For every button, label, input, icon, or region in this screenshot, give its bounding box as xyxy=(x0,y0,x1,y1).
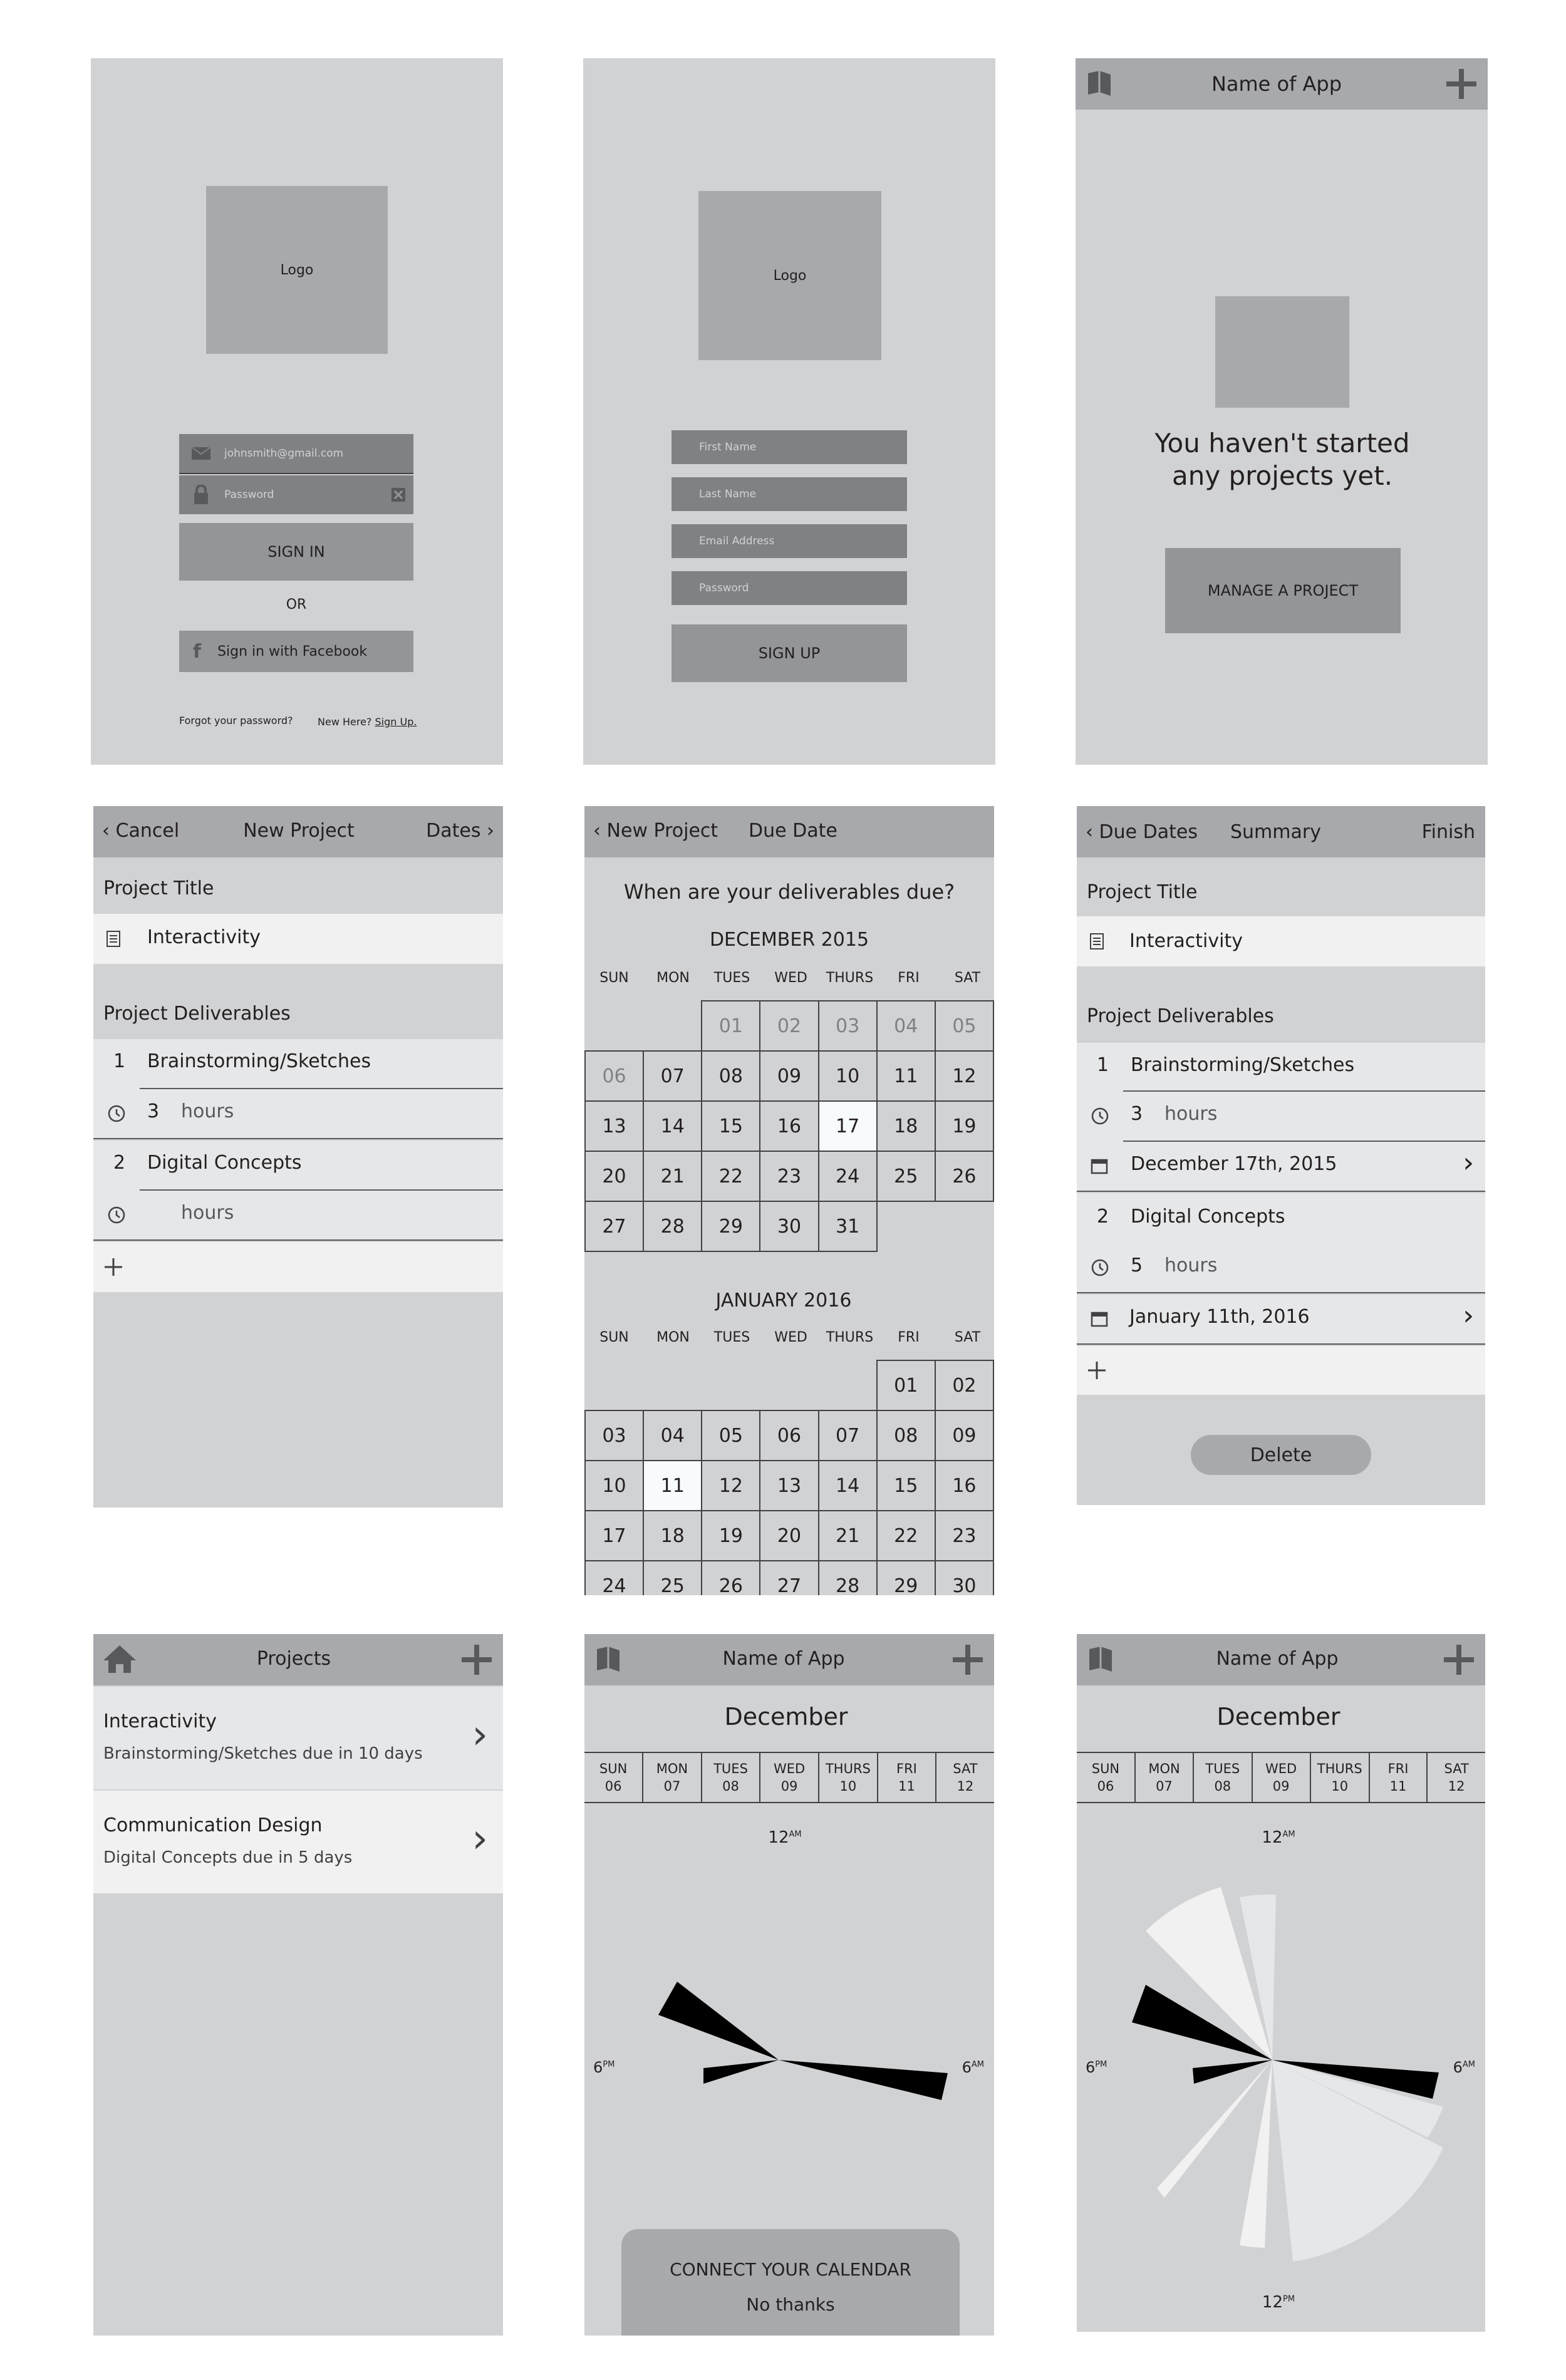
label-12am: $12^{AM}$ xyxy=(768,1828,802,1847)
calendar-blank xyxy=(935,1201,993,1251)
wedge-small xyxy=(703,2060,779,2084)
week-day[interactable] xyxy=(760,1752,818,1803)
calendar-day[interactable]: 09 xyxy=(760,1051,818,1101)
calendar-day[interactable]: 19 xyxy=(702,1511,760,1561)
calendar-day[interactable]: 14 xyxy=(643,1101,702,1151)
empty-message-line2: any projects yet. xyxy=(1171,460,1393,491)
connect-calendar-card[interactable] xyxy=(621,2229,960,2336)
calendar-day[interactable]: 28 xyxy=(643,1201,702,1251)
calendar-day[interactable]: 03 xyxy=(819,1001,877,1051)
calendar-december xyxy=(584,1000,994,1252)
label-12pm: $12^{PM}$ xyxy=(1262,2293,1295,2312)
week-day-name: SAT xyxy=(1444,1761,1469,1776)
time-wheel xyxy=(1077,1872,1485,2310)
calendar-day[interactable]: 06 xyxy=(585,1051,643,1101)
weekday-label: WED xyxy=(774,970,807,986)
week-day[interactable] xyxy=(819,1752,878,1803)
add-icon[interactable] xyxy=(1443,1643,1475,1676)
calendar-day[interactable]: 13 xyxy=(585,1101,643,1151)
calendar-day[interactable]: 09 xyxy=(935,1410,993,1461)
week-strip xyxy=(584,1752,994,1803)
week-day-name: FRI xyxy=(896,1761,917,1776)
add-icon[interactable] xyxy=(1445,68,1478,100)
nav-bar xyxy=(93,806,503,857)
project-title-field[interactable]: Interactivity xyxy=(93,914,503,964)
label-6pm: $6^{PM}$ xyxy=(593,2059,615,2076)
week-day-number: 10 xyxy=(839,1779,857,1794)
calendar-day[interactable]: 11 xyxy=(877,1051,935,1101)
calendar-day[interactable]: 22 xyxy=(702,1151,760,1201)
calendar-day[interactable]: 01 xyxy=(877,1360,935,1410)
weekday-label: THURS xyxy=(826,970,874,986)
deliverable-1-hours[interactable]: 3 hours xyxy=(1077,1092,1485,1142)
calendar-day[interactable]: 01 xyxy=(702,1001,760,1051)
add-icon[interactable] xyxy=(460,1643,493,1676)
calendar-day[interactable]: 11 xyxy=(643,1461,702,1511)
chevron-left-icon: ‹ xyxy=(593,820,601,842)
nav-title: Due Date xyxy=(749,820,837,842)
calendar-day[interactable]: 31 xyxy=(819,1201,877,1251)
month-title: December xyxy=(1216,1703,1340,1731)
calendar-day[interactable]: 02 xyxy=(760,1001,818,1051)
weekday-label: SUN xyxy=(599,1330,629,1345)
project-title-label: Project Title xyxy=(103,877,214,899)
nav-bar xyxy=(1077,806,1485,857)
book-icon[interactable] xyxy=(596,1645,621,1673)
week-day-name: MON xyxy=(1148,1761,1180,1776)
finish-button[interactable]: Finish xyxy=(1421,821,1475,843)
calendar-day[interactable]: 15 xyxy=(877,1461,935,1511)
deliverable-1-name[interactable]: 1 Brainstorming/Sketches xyxy=(93,1039,503,1089)
week-day-name: FRI xyxy=(1387,1761,1409,1776)
plus-icon xyxy=(103,1257,123,1277)
cancel-button[interactable]: ‹ Cancel xyxy=(102,820,180,842)
calendar-day[interactable]: 23 xyxy=(760,1151,818,1201)
chevron-right-icon: › xyxy=(1463,1147,1474,1179)
week-day[interactable] xyxy=(1077,1752,1135,1803)
app-header xyxy=(1077,1634,1485,1685)
calendar-day[interactable]: 27 xyxy=(585,1201,643,1251)
clock-icon xyxy=(107,1206,126,1224)
label-6am: $6^{AM}$ xyxy=(1453,2059,1475,2076)
back-button[interactable]: ‹ Due Dates xyxy=(1086,821,1198,843)
week-day-name: THURS xyxy=(825,1761,871,1776)
sign-up-button[interactable]: SIGN UP xyxy=(672,624,907,682)
dates-button[interactable]: Dates › xyxy=(426,820,494,842)
calendar-january xyxy=(584,1360,994,1595)
or-divider: OR xyxy=(286,597,307,613)
week-day-number: 11 xyxy=(898,1779,915,1794)
calendar-day[interactable]: 13 xyxy=(760,1461,818,1511)
chevron-left-icon: ‹ xyxy=(1086,821,1093,843)
nav-title: New Project xyxy=(243,820,355,842)
week-day[interactable] xyxy=(1193,1752,1252,1803)
wedge-small xyxy=(1193,2060,1272,2084)
calendar-day[interactable]: 23 xyxy=(935,1511,993,1561)
calendar-day[interactable]: 02 xyxy=(935,1360,993,1410)
calendar-day[interactable]: 12 xyxy=(935,1051,993,1101)
calendar-day[interactable]: 17 xyxy=(585,1511,643,1561)
week-day-name: SUN xyxy=(599,1761,628,1776)
project-title-field[interactable]: Interactivity xyxy=(1077,916,1485,966)
calendar-day[interactable]: 24 xyxy=(585,1561,643,1595)
calendar-day[interactable]: 27 xyxy=(760,1561,818,1595)
week-day-name: WED xyxy=(773,1761,806,1776)
book-icon[interactable] xyxy=(1088,1645,1113,1673)
week-day-number: 10 xyxy=(1331,1779,1349,1794)
calendar-day[interactable]: 25 xyxy=(643,1561,702,1595)
calendar-blank xyxy=(585,1001,643,1051)
calendar-day[interactable]: 10 xyxy=(585,1461,643,1511)
calendar-day[interactable]: 20 xyxy=(585,1151,643,1201)
week-day-name: MON xyxy=(656,1761,688,1776)
app-title: Name of App xyxy=(1211,72,1342,96)
calendar-day[interactable]: 16 xyxy=(935,1461,993,1511)
week-day-name: WED xyxy=(1265,1761,1297,1776)
empty-projects-screen xyxy=(1076,58,1488,765)
month-title: December xyxy=(724,1703,848,1731)
calendar-day[interactable]: 10 xyxy=(819,1051,877,1101)
calendar-day[interactable]: 24 xyxy=(819,1151,877,1201)
document-icon xyxy=(1089,933,1104,950)
calendar-day[interactable]: 25 xyxy=(877,1151,935,1201)
empty-message-line1: You haven't started xyxy=(1154,428,1410,458)
back-button[interactable]: ‹ New Project xyxy=(593,820,718,842)
calendar-day[interactable]: 15 xyxy=(702,1101,760,1151)
week-day-number: 06 xyxy=(1097,1779,1114,1794)
calendar-day[interactable]: 30 xyxy=(935,1561,993,1595)
weekday-label: THURS xyxy=(826,1330,874,1345)
week-day-number: 11 xyxy=(1389,1779,1407,1794)
nav-title: Summary xyxy=(1230,821,1321,843)
week-day[interactable] xyxy=(1310,1752,1369,1803)
weekday-label: TUES xyxy=(713,1330,750,1345)
weekday-label: TUES xyxy=(713,970,750,986)
calendar-day[interactable]: 29 xyxy=(702,1201,760,1251)
wedge-digital xyxy=(779,2060,948,2100)
weekday-label: SUN xyxy=(599,970,629,986)
calendar-icon xyxy=(1091,1157,1108,1174)
logo-placeholder: Logo xyxy=(698,191,881,360)
calendar-day[interactable]: 08 xyxy=(877,1410,935,1461)
summary-screen xyxy=(1077,806,1485,1505)
calendar-day[interactable]: 12 xyxy=(702,1461,760,1511)
home-icon[interactable] xyxy=(102,1644,137,1674)
forgot-password-link[interactable]: Forgot your password? xyxy=(179,715,293,727)
due-date-screen xyxy=(584,806,994,1595)
signin-screen xyxy=(91,58,503,765)
calendar-blank xyxy=(819,1360,877,1410)
plus-icon xyxy=(1087,1360,1107,1380)
week-strip xyxy=(1077,1752,1485,1803)
weekday-header xyxy=(584,970,994,989)
week-day[interactable] xyxy=(936,1752,994,1803)
password-field[interactable]: Password xyxy=(672,571,907,605)
calendar-day[interactable]: 07 xyxy=(643,1051,702,1101)
deliverables-label: Project Deliverables xyxy=(103,1003,291,1025)
week-day[interactable] xyxy=(702,1752,760,1803)
calendar-day[interactable]: 22 xyxy=(877,1511,935,1561)
month-january: JANUARY 2016 xyxy=(715,1290,852,1312)
sign-in-button[interactable]: SIGN IN xyxy=(179,523,413,581)
last-name-field[interactable]: Last Name xyxy=(672,477,907,511)
chevron-left-icon: ‹ xyxy=(102,820,110,842)
calendar-day[interactable]: 05 xyxy=(702,1410,760,1461)
daily-clock-detail-screen xyxy=(1077,1634,1485,2332)
password-field[interactable]: Password xyxy=(179,475,413,514)
calendar-day[interactable]: 21 xyxy=(643,1151,702,1201)
add-deliverable-button[interactable] xyxy=(93,1242,503,1292)
week-day-number: 08 xyxy=(1214,1779,1232,1794)
add-icon[interactable] xyxy=(952,1643,984,1676)
calendar-blank xyxy=(643,1001,702,1051)
project-title-label: Project Title xyxy=(1087,881,1198,903)
email-field[interactable]: johnsmith@gmail.com xyxy=(179,434,413,474)
projects-list-screen xyxy=(93,1634,503,2336)
manage-project-button[interactable]: MANAGE A PROJECT xyxy=(1165,548,1401,633)
calendar-day[interactable]: 17 xyxy=(819,1101,877,1151)
project-item[interactable]: Communication Design Digital Concepts due in 5 days › xyxy=(93,1791,503,1893)
new-project-screen xyxy=(93,806,503,1508)
calendar-day[interactable]: 14 xyxy=(819,1461,877,1511)
calendar-day[interactable]: 04 xyxy=(643,1410,702,1461)
calendar-icon xyxy=(1091,1310,1108,1327)
weekday-label: MON xyxy=(656,970,690,986)
week-day-name: TUES xyxy=(1205,1761,1240,1776)
week-day[interactable] xyxy=(1252,1752,1310,1803)
week-day[interactable] xyxy=(1427,1752,1485,1803)
calendar-day[interactable]: 06 xyxy=(760,1410,818,1461)
weekday-header xyxy=(584,1330,994,1348)
week-day-name: SAT xyxy=(953,1761,978,1776)
weekday-label: MON xyxy=(656,1330,690,1345)
deliverable-2-name[interactable]: 2 Digital Concepts xyxy=(93,1141,503,1191)
week-day-name: SUN xyxy=(1091,1761,1120,1776)
calendar-day[interactable]: 20 xyxy=(760,1511,818,1561)
week-day-number: 08 xyxy=(722,1779,739,1794)
email-field[interactable]: Email Address xyxy=(672,524,907,558)
week-day-number: 09 xyxy=(1272,1779,1290,1794)
calendar-blank xyxy=(643,1360,702,1410)
week-day-number: 12 xyxy=(1448,1779,1465,1794)
book-icon[interactable] xyxy=(1087,70,1112,97)
signup-screen xyxy=(583,58,995,765)
time-wheel xyxy=(584,1872,994,2185)
calendar-day[interactable]: 08 xyxy=(702,1051,760,1101)
calendar-day[interactable]: 05 xyxy=(935,1001,993,1051)
week-day[interactable] xyxy=(1135,1752,1193,1803)
calendar-day[interactable]: 03 xyxy=(585,1410,643,1461)
weekday-label: WED xyxy=(774,1330,807,1345)
week-day-number: 07 xyxy=(663,1779,681,1794)
clear-icon[interactable] xyxy=(391,487,406,502)
nav-bar xyxy=(93,1634,503,1685)
chevron-right-icon: › xyxy=(487,820,494,842)
calendar-day[interactable]: 26 xyxy=(702,1561,760,1595)
facebook-sign-in-button[interactable]: f Sign in with Facebook xyxy=(179,631,413,672)
calendar-day[interactable]: 04 xyxy=(877,1001,935,1051)
month-december: DECEMBER 2015 xyxy=(709,929,869,951)
calendar-day[interactable]: 26 xyxy=(935,1151,993,1201)
clock-icon xyxy=(1091,1258,1109,1277)
sign-up-link[interactable]: Sign Up. xyxy=(375,716,417,728)
app-header xyxy=(1076,58,1488,110)
clock-icon xyxy=(1091,1107,1109,1125)
empty-illustration xyxy=(1215,296,1349,408)
calendar-blank xyxy=(877,1201,935,1251)
calendar-blank xyxy=(585,1360,643,1410)
week-day[interactable] xyxy=(1369,1752,1427,1803)
calendar-day[interactable]: 16 xyxy=(760,1101,818,1151)
calendar-day[interactable]: 18 xyxy=(643,1511,702,1561)
deliverable-2-hours[interactable]: hours xyxy=(93,1191,503,1241)
chevron-right-icon: › xyxy=(1463,1300,1474,1332)
weekday-label: SAT xyxy=(954,1330,981,1345)
calendar-day[interactable]: 21 xyxy=(819,1511,877,1561)
question: When are your deliverables due? xyxy=(623,880,955,904)
calendar-day[interactable]: 29 xyxy=(877,1561,935,1595)
label-6am: $6^{AM}$ xyxy=(962,2059,984,2076)
weekday-label: FRI xyxy=(898,1330,920,1345)
deliverable-2-date[interactable]: January 11th, 2016 › xyxy=(1077,1295,1485,1345)
calendar-day[interactable]: 30 xyxy=(760,1201,818,1251)
first-name-field[interactable]: First Name xyxy=(672,430,907,464)
calendar-day[interactable]: 18 xyxy=(877,1101,935,1151)
chevron-right-icon: › xyxy=(472,1816,488,1862)
calendar-blank xyxy=(760,1360,818,1410)
deliverables-label: Project Deliverables xyxy=(1087,1005,1274,1027)
week-day-number: 06 xyxy=(604,1779,622,1794)
label-12am: $12^{AM}$ xyxy=(1262,1828,1295,1847)
clock-icon xyxy=(107,1104,126,1123)
connect-calendar-button[interactable]: CONNECT YOUR CALENDAR xyxy=(670,2259,911,2280)
week-day[interactable] xyxy=(643,1752,701,1803)
add-deliverable-button[interactable] xyxy=(1077,1346,1485,1395)
wedge-light-6 xyxy=(1240,2060,1272,2248)
calendar-day[interactable]: 19 xyxy=(935,1101,993,1151)
week-day-number: 12 xyxy=(957,1779,974,1794)
calendar-day[interactable]: 28 xyxy=(819,1561,877,1595)
lock-icon xyxy=(190,485,212,505)
deliverable-1-name[interactable]: 1 Brainstorming/Sketches xyxy=(1077,1043,1485,1092)
envelope-icon xyxy=(190,446,212,461)
deliverable-1-date[interactable]: December 17th, 2015 › xyxy=(1077,1142,1485,1192)
deliverable-2-name[interactable]: 2 Digital Concepts xyxy=(1077,1193,1485,1243)
project-item[interactable]: Interactivity Brainstorming/Sketches due in 10 days › xyxy=(93,1687,503,1789)
week-day-name: TUES xyxy=(713,1761,748,1776)
no-thanks-button[interactable]: No thanks xyxy=(746,2294,835,2315)
week-day-number: 09 xyxy=(780,1779,798,1794)
daily-clock-screen xyxy=(584,1634,994,2336)
facebook-icon: f xyxy=(193,640,202,663)
app-title: Name of App xyxy=(722,1648,845,1670)
deliverable-1-hours[interactable]: 3 hours xyxy=(93,1089,503,1139)
nav-bar xyxy=(584,806,994,857)
chevron-right-icon: › xyxy=(472,1712,488,1758)
nav-title: Projects xyxy=(256,1648,331,1670)
weekday-label: SAT xyxy=(954,970,981,986)
week-day[interactable] xyxy=(878,1752,936,1803)
week-day-number: 07 xyxy=(1156,1779,1173,1794)
document-icon xyxy=(106,930,121,948)
app-title: Name of App xyxy=(1216,1648,1339,1670)
app-header xyxy=(584,1634,994,1685)
week-day-name: THURS xyxy=(1317,1761,1362,1776)
delete-button[interactable]: Delete xyxy=(1191,1435,1371,1475)
label-6pm: $6^{PM}$ xyxy=(1086,2059,1107,2076)
new-here-text: New Here? Sign Up. xyxy=(318,716,417,728)
weekday-label: FRI xyxy=(898,970,920,986)
logo-placeholder: Logo xyxy=(206,186,388,354)
deliverable-2-hours[interactable]: 5 hours xyxy=(1077,1243,1485,1293)
week-day[interactable] xyxy=(584,1752,643,1803)
wedge-brainstorm xyxy=(658,1982,779,2060)
calendar-day[interactable]: 07 xyxy=(819,1410,877,1461)
calendar-blank xyxy=(702,1360,760,1410)
